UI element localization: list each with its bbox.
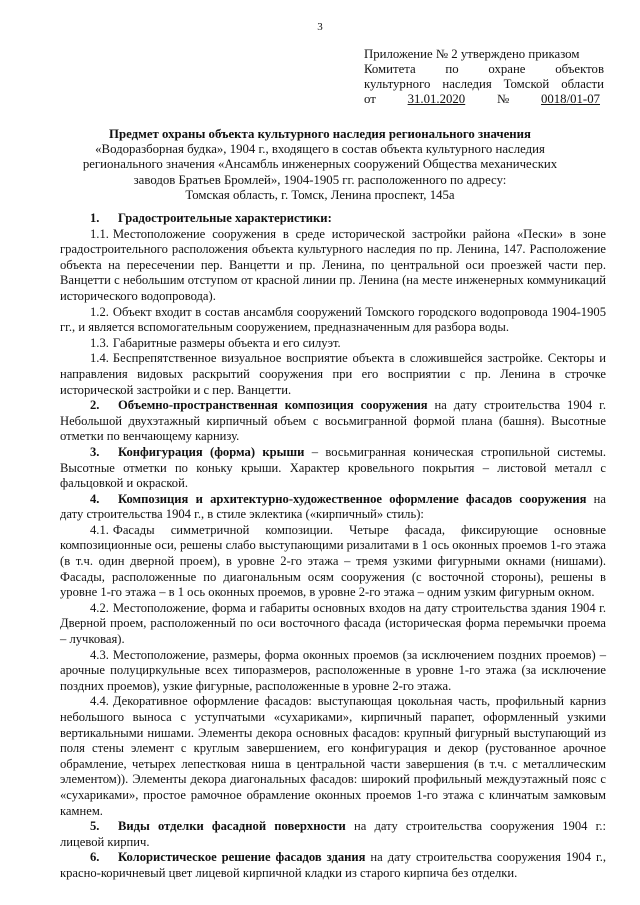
section-4-heading bbox=[60, 492, 606, 523]
section-text: на дату строительства сооружения 1904 г.: лицевой кирпич. bbox=[60, 819, 606, 849]
item-4-4 bbox=[60, 694, 606, 819]
title-address: Томская область, г. Томск, Ленина проспект, 145а bbox=[185, 187, 455, 202]
section-text: на дату строительства 1904 г. Небольшой двухэтажный кирпичный объем с восьмигранной формой плана (башня). Высотные отметки по венчающему карнизу. bbox=[60, 398, 606, 444]
title-line-3: заводов Братьев Бромлей», 1904-1905 гг. расположенного по адресу: bbox=[133, 172, 507, 187]
item-number: 4.3. bbox=[90, 647, 109, 662]
section-3 bbox=[60, 445, 606, 492]
section-number: 6. bbox=[90, 850, 100, 865]
section-6 bbox=[60, 850, 606, 881]
item-number: 1.3. bbox=[90, 335, 109, 350]
item-number: 4.2. bbox=[90, 600, 109, 615]
section-title: Виды отделки фасадной поверхности bbox=[118, 819, 346, 834]
title-line-1: «Водоразборная будка», 1904 г., входящего в состав объекта культурного наследия bbox=[95, 142, 545, 157]
order-number: 0018/01-07 bbox=[540, 92, 600, 106]
page-number: 3 bbox=[317, 21, 323, 33]
section-2 bbox=[60, 398, 606, 445]
item-1-2 bbox=[60, 305, 606, 336]
appendix-line-3: культурного наследия Томской области bbox=[364, 77, 604, 91]
item-number: 1.2. bbox=[90, 304, 109, 319]
section-title: Конфигурация (форма) крыши bbox=[118, 444, 305, 459]
section-5 bbox=[60, 819, 606, 850]
item-1-3 bbox=[60, 336, 606, 352]
document-title bbox=[60, 127, 580, 203]
section-text: на дату строительства 1904 г., в стиле эклектика («кирпичный» стиль): bbox=[60, 491, 606, 522]
item-text: Беспрепятственное визуальное восприятие объекта в сложившейся застройке. Секторы и направления видовых раскрытий сооружения при его восприятии с пр. Ленина в строчке исторической застройки и с пер. Ванцетти. bbox=[60, 351, 606, 397]
appendix-approval-block bbox=[364, 47, 604, 107]
item-4-1 bbox=[60, 523, 606, 601]
appendix-date-line bbox=[364, 92, 604, 107]
item-text: Фасады симметричной композиции. Четыре фасада, фиксирующие основные композиционные оси, решены слабо выступающими ризалитами в 1 ось оконных проемов 1-го этажа (в т.ч. один дверной проем), в уровне 2-го этажа – тремя узкими фигурными окнами (нишами). Фасады, расположенные по диагональным осям сооружения (с восточной стороны), решены в уровне 1-го этажа – в 1 ось оконных проемов, в уровне 2-го этажа – одним узким фигурным окном. bbox=[60, 522, 606, 600]
item-text: Местоположение, размеры, форма оконных проемов (за исключением поздних проемов) – арочные полуциркульные всех типоразмеров, расположенные в уровне 1-го этажа (за исключение поздних проемов), узкие фигурные, расположенные в уровне 2-го этажа. bbox=[60, 647, 606, 693]
item-text: Объект входит в состав ансамбля сооружений Томского городского водопровода 1904-1905 гг., и является вспомогательным сооружением, предназначенным для разбора воды. bbox=[60, 304, 606, 335]
section-number: 2. bbox=[90, 398, 100, 413]
document-body bbox=[60, 211, 606, 882]
section-1-heading bbox=[60, 211, 606, 227]
section-text: на дату строительства сооружения 1904 г., красно-коричневый цвет лицевой кирпичной кладки из старого кирпича без отделки. bbox=[60, 850, 606, 880]
item-text: Габаритные размеры объекта и его силуэт. bbox=[112, 335, 341, 350]
item-4-3 bbox=[60, 648, 606, 695]
appendix-line-2: Комитета по охране объектов bbox=[364, 62, 604, 76]
order-date: 31.01.2020 bbox=[407, 92, 466, 106]
item-number: 4.4. bbox=[90, 694, 109, 709]
section-title: Градостроительные характеристики: bbox=[118, 211, 332, 225]
item-1-1 bbox=[60, 227, 606, 305]
section-title: Композиция и архитектурно-художественное оформление фасадов сооружения bbox=[118, 491, 587, 506]
item-text: Местоположение, форма и габариты основных входов на дату строительства здания 1904 г. Дверной проем, расположенный по оси восточного фасада (историческая форма перемычки проема – лучковая). bbox=[60, 600, 606, 647]
section-title: Колористическое решение фасадов здания bbox=[118, 850, 366, 865]
title-line-2: регионального значения «Ансамбль инженерных сооружений Общества механических bbox=[82, 157, 558, 172]
item-1-4 bbox=[60, 351, 606, 398]
item-4-2 bbox=[60, 601, 606, 648]
item-number: 4.1. bbox=[90, 522, 109, 537]
section-number: 3. bbox=[90, 444, 100, 459]
item-text: Местоположение сооружения в среде исторической застройки района «Пески» в зоне градостроительного расположения объекта культурного наследия по пр. Ленина, 147. Расположение объекта на пересечении пер. Ванцетти и пр. Ленина, по центральной оси проезжей части пер. Ванцетти с небольшим отступом от красной линии пр. Ленина (на месте инженерных коммуникаций исторического водопровода). bbox=[60, 226, 606, 303]
from-label: от bbox=[364, 92, 376, 106]
item-number: 1.4. bbox=[90, 351, 109, 366]
section-number: 1. bbox=[90, 211, 100, 225]
appendix-line-1: Приложение № 2 утверждено приказом bbox=[364, 47, 580, 61]
section-number: 4. bbox=[90, 491, 100, 506]
item-text: Декоративное оформление фасадов: выступающая цокольная часть, профильный карниз небольшого выноса с уступчатыми «сухариками», кирпичный парапет, оформленный узкими вертикальными нишами. Элементы декора основных фасадов: крупный фигурный выступающий из поля стены элемент с круглым завершением, его конфигурация и декор (рустованное арочное обрамление, четырех лепестковая ниша в центральной части завершения (в т.ч. с металлическим элементом)). Элементы декора диагональных фасадов: широкий профильный междуэтажный пояс с «сухариками», простое рамочное обрамление оконных проемов 1-го этажа с клинчатым замковым камнем. bbox=[60, 694, 606, 818]
section-title: Объемно-пространственная композиция сооружения bbox=[118, 398, 428, 413]
item-number: 1.1. bbox=[90, 226, 109, 241]
number-label: № bbox=[496, 92, 510, 106]
section-text: – восьмигранная коническая стропильной системы. Высотные отметки по коньку крыши. Характер кровельного покрытия – листовой металл с фальцовкой и окраской. bbox=[60, 444, 606, 491]
title-heading: Предмет охраны объекта культурного наследия регионального значения bbox=[109, 127, 531, 141]
section-number: 5. bbox=[90, 819, 100, 834]
